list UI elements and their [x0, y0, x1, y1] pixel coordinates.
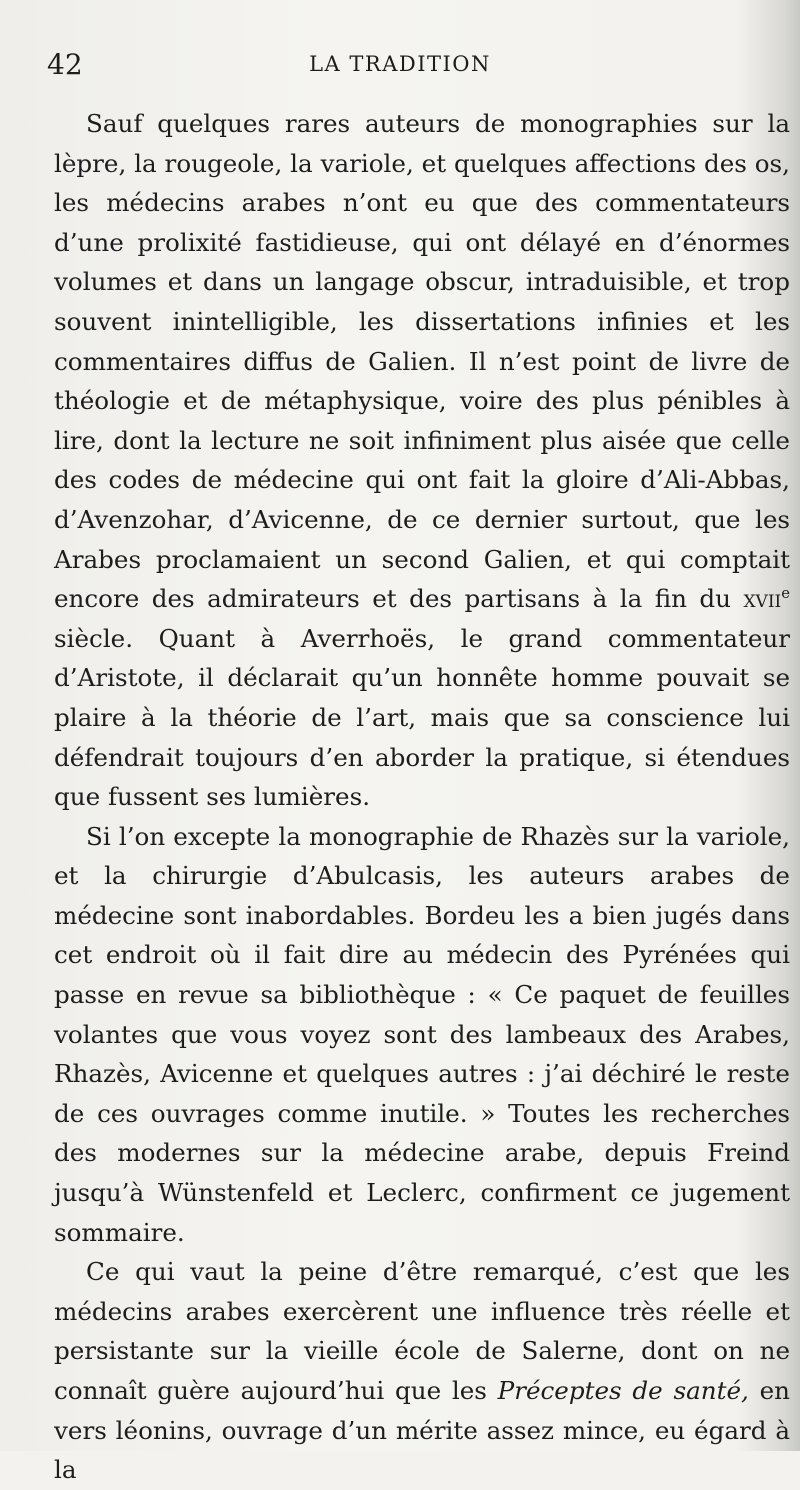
paragraph-3 — [54, 1252, 790, 1490]
paragraph-2-text: Si l’on excepte la monographie de Rhazès sur la variole, et la chirurgie d’Abulcasis, les auteurs arabes de médecine sont inabordables. Bordeu les a bien jugés dans cet endroit où il fait dire au médecin des Pyrénées qui passe en revue sa bibliothèque : « Ce paquet de feuilles volantes que vous voyez sont des lambeaux des Arabes, Rhazès, Avicenne et quelques autres : j’ai déchiré le reste de ces ouvrages comme inutile. » Toutes les recherches des modernes sur la médecine arabe, depuis Freind jusqu’à Wünstenfeld et Leclerc, confirment ce jugement sommaire. — [54, 821, 790, 1247]
century-numeral: xvii — [743, 584, 782, 614]
paragraph-1-tail: siècle. Quant à Averrhoës, le grand commentateur d’Aristote, il déclarait qu’un honnête homme pouvait se plaire à la théorie de l’art, mais que sa conscience lui défendrait toujours d’en aborder la pratique, si étendues que fussent ses lumières. — [54, 623, 790, 812]
body-text — [54, 104, 790, 1490]
page-number: 42 — [47, 48, 83, 81]
page-header — [0, 48, 800, 88]
century-superscript: e — [781, 584, 790, 602]
running-title: LA TRADITION — [309, 52, 491, 76]
paragraph-3-text-before: Ce qui vaut la peine d’être remarqué, c’est que les médecins arabes exercèrent une influence très réelle et persistante sur la vieille école de Salerne, dont on ne connaît guère aujourd’hui que les — [54, 1257, 790, 1405]
paragraph-3-italic-title: Préceptes de santé, — [497, 1376, 749, 1405]
paragraph-3-text-after: en vers léonins, ouvrage d’un mérite assez mince, eu égard à la — [54, 1376, 790, 1485]
paragraph-2 — [54, 817, 790, 1253]
paragraph-1 — [54, 104, 790, 817]
paragraph-1-text: Sauf quelques rares auteurs de monographies sur la lèpre, la rougeole, la variole, et quelques affections des os, les médecins arabes n’ont eu que des commentateurs d’une prolixité fastidieuse, qui ont délayé en d’énormes volumes et dans un langage obscur, intraduisible, et trop souvent inintelligible, les dissertations infinies et les commentaires diffus de Galien. Il n’est point de livre de théologie et de métaphysique, voire des plus pénibles à lire, dont la lecture ne soit infiniment plus aisée que celle des codes de médecine qui ont fait la gloire d’Ali-Abbas, d’Avenzohar, d’Avicenne, de ce dernier surtout, que les Arabes proclamaient un second Galien, et qui comptait encore des admirateurs et des partisans à la fin du — [54, 109, 790, 614]
